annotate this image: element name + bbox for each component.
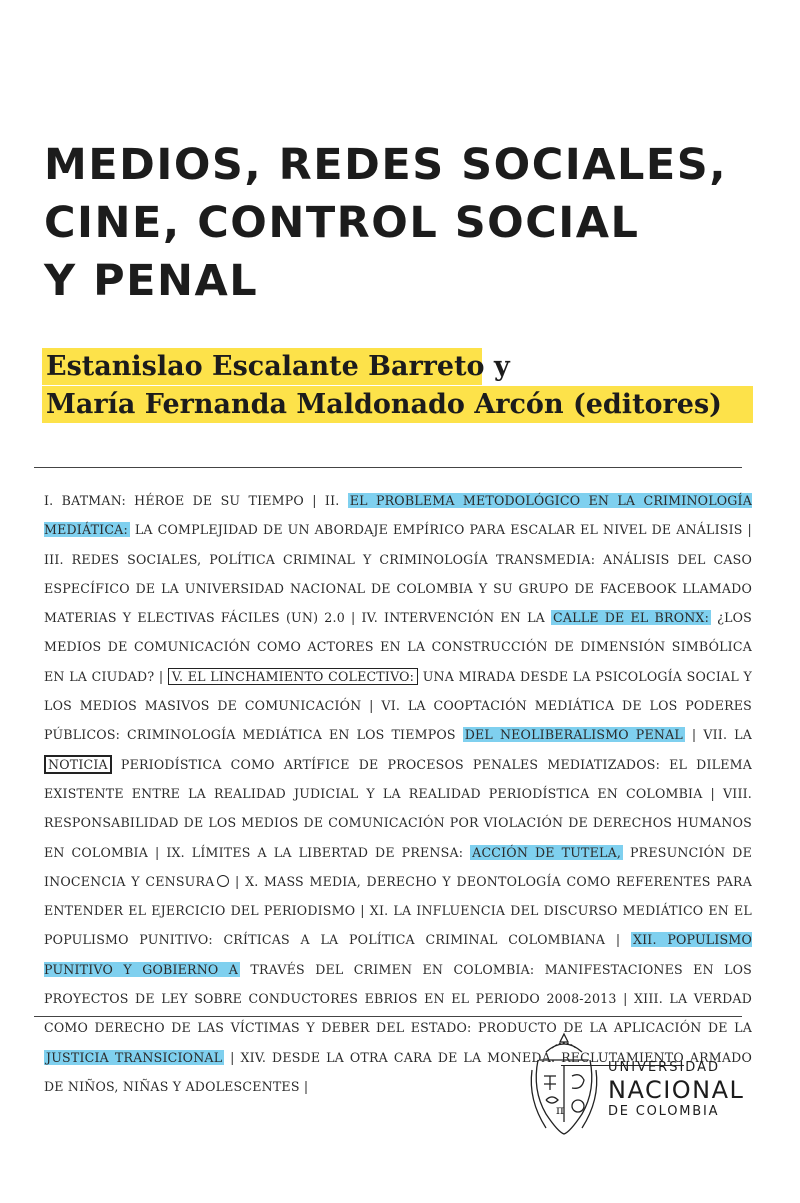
toc-text: LA COMPLEJIDAD DE UN ABORDAJE EMPÍRICO PARA ESCALAR EL NIVEL DE ANÁLISIS | III. REDES SOCIALES, POLÍTICA CRIMINAL Y CRIMINOLOGÍA TRANSMEDIA: ANÁLISIS DEL CASO ESPECÍFICO DE LA UNIVERSIDAD NACIONAL DE COLOMBIA Y SU GRUPO DE FACEBOOK LLAMADO MATERIAS Y ELECTIVAS FÁCILES (UN) 2.0 | IV. INTERVENCIÓN EN LA: [44, 522, 752, 626]
university-seal-icon: [526, 1030, 602, 1138]
title-line: Y PENAL: [44, 256, 259, 306]
publisher-line2: NACIONAL: [608, 1076, 745, 1104]
toc-highlight: XII. POPULISMO PUNITIVO Y GOBIERNO A: [44, 932, 752, 977]
publisher-line3: DE COLOMBIA: [608, 1104, 720, 1119]
publisher-name: [608, 1060, 744, 1120]
toc-text: | XIV. DESDE LA OTRA CARA DE LA MONEDA.: [224, 1049, 562, 1065]
toc-text: PRESUNCIÓN DE INOCENCIA Y CENSURA: [44, 844, 752, 889]
toc-text: PERIODÍSTICA COMO ARTÍFICE DE PROCESOS PENALES MEDIATIZADOS: EL DILEMA EXISTENTE ENTRE LA REALIDAD JUDICIAL Y LA REALIDAD PERIODÍSTICA EN COLOMBIA | VIII. RESPONSABILIDAD DE LOS MEDIOS DE COMUNICACIÓN POR VIOLACIÓN DE DERECHOS HUMANOS EN COLOMBIA | IX. LÍMITES A LA LIBERTAD DE PRENSA:: [44, 756, 752, 860]
toc-boxed: NOTICIA: [44, 755, 112, 774]
title-line: MEDIOS, REDES SOCIALES,: [44, 140, 728, 190]
toc-text: I. BATMAN: HÉROE DE SU TIEMPO | II.: [44, 493, 348, 508]
divider-top: [34, 467, 742, 468]
toc-highlight: EL PROBLEMA METODOLÓGICO EN LA CRIMINOLOGÍA MEDIÁTICA:: [44, 493, 753, 538]
toc-highlight: ACCIÓN DE TUTELA,: [472, 844, 622, 860]
toc-underlined: RECLUTAMIENTO: [561, 1049, 684, 1065]
seal-pi: π: [556, 1103, 564, 1117]
publisher-logo: [526, 1030, 756, 1140]
editors-block: [42, 348, 753, 424]
toc-text: TRAVÉS DEL CRIMEN EN COLOMBIA: MANIFESTACIONES EN LOS PROYECTOS DE LEY SOBRE CONDUCTORES EBRIOS EN EL PERIODO 2008-2013 | XIII. LA VERDAD COMO DERECHO DE LAS VÍCTIMAS Y DEBER DEL ESTADO: PRODUCTO DE LA APLICACIÓN DE LA: [44, 961, 753, 1036]
toc-text: ARMADO DE NIÑOS, NIÑAS Y ADOLESCENTES |: [44, 1049, 752, 1094]
toc-text: | VII. LA: [684, 727, 752, 743]
editor-line: Estanislao Escalante Barreto y: [42, 348, 482, 385]
toc-text: | X. MASS MEDIA, DERECHO Y DEONTOLOGÍA COMO REFERENTES PARA ENTENDER EL EJERCICIO DEL PERIODISMO | XI. LA INFLUENCIA DEL DISCURSO MEDIÁTICO EN EL POPULISMO PUNITIVO: CRÍTICAS A LA POLÍTICA CRIMINAL COLOMBIANA |: [44, 873, 752, 948]
toc-highlight: DEL NEOLIBERALISMO PENAL: [464, 727, 683, 743]
book-title: [44, 136, 727, 310]
table-of-contents: [44, 486, 752, 1101]
publisher-line1: UNIVERSIDAD: [608, 1060, 720, 1075]
toc-text: ¿LOS MEDIOS DE COMUNICACIÓN COMO ACTORES EN LA CONSTRUCCIÓN DE DIMENSIÓN SIMBÓLICA EN LA CIUDAD? |: [44, 610, 752, 684]
toc-text: UNA MIRADA DESDE LA PSICOLOGÍA SOCIAL Y LOS MEDIOS MASIVOS DE COMUNICACIÓN | VI. LA COOPTACIÓN MEDIÁTICA DE LOS PODERES PÚBLICOS: CRIMINOLOGÍA MEDIÁTICA EN LOS TIEMPOS: [44, 668, 752, 743]
editor-line: María Fernanda Maldonado Arcón (editores): [42, 386, 753, 423]
toc-boxed: V. EL LINCHAMIENTO COLECTIVO:: [168, 668, 418, 685]
clock-icon: [217, 875, 229, 887]
toc-highlight: JUSTICIA TRANSICIONAL: [46, 1049, 223, 1065]
toc-highlight: CALLE DE EL BRONX:: [553, 610, 710, 626]
divider-bottom: [34, 1016, 742, 1017]
title-line: CINE, CONTROL SOCIAL: [44, 198, 640, 248]
